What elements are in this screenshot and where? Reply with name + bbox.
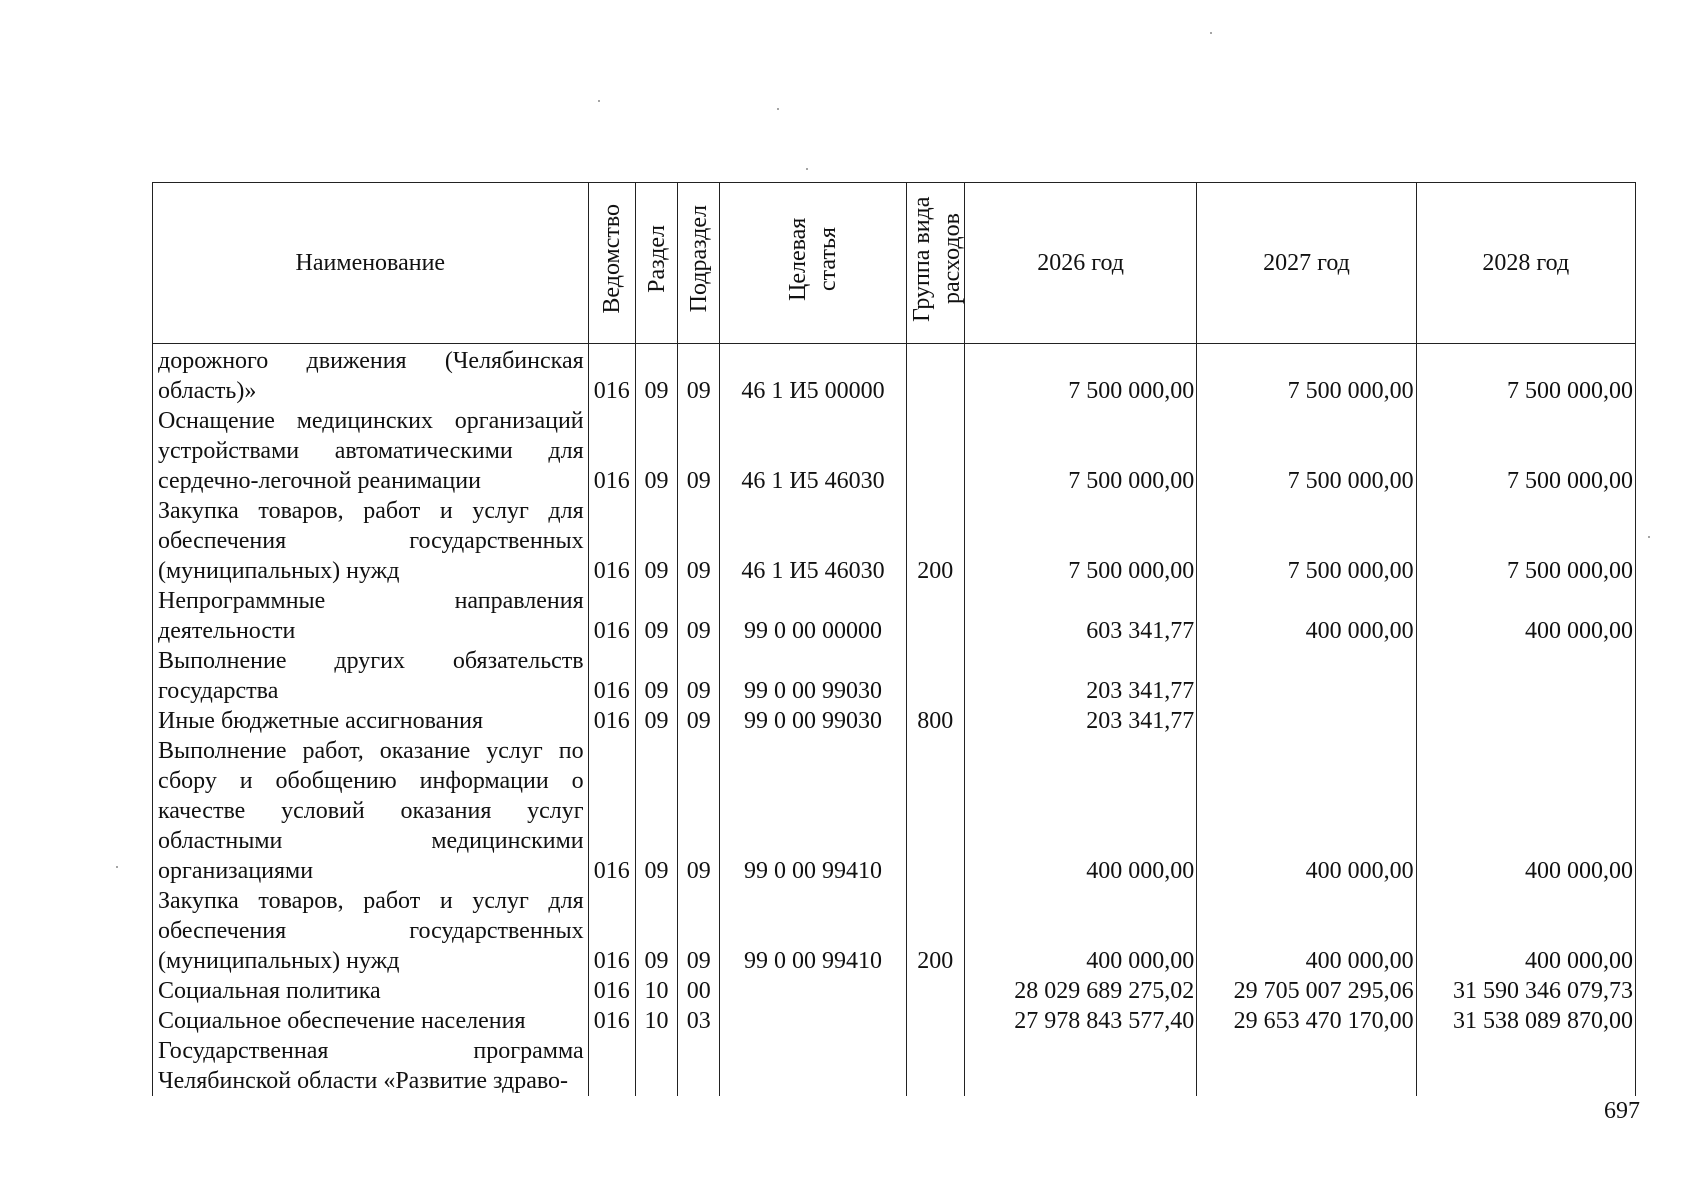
header-year-2027: 2027 год [1197, 183, 1416, 344]
cell-vedomstvo: 016 [588, 706, 635, 736]
cell-razdel: 09 [635, 344, 677, 407]
cell-razdel: 09 [635, 646, 677, 706]
table-row [153, 886, 1636, 976]
cell-gruppa [906, 1006, 964, 1036]
cell-year-2027: 7 500 000,00 [1197, 496, 1416, 586]
page-number: 697 [1604, 1098, 1640, 1124]
header-year-2026: 2026 год [964, 183, 1196, 344]
cell-year-2026: 203 341,77 [964, 706, 1196, 736]
cell-year-2028: 31 538 089 870,00 [1416, 1006, 1635, 1036]
cell-vedomstvo: 016 [588, 1006, 635, 1036]
cell-vedomstvo: 016 [588, 586, 635, 646]
cell-razdel: 09 [635, 886, 677, 976]
table-row [153, 406, 1636, 496]
table-row [153, 586, 1636, 646]
cell-vedomstvo: 016 [588, 646, 635, 706]
cell-podrazdel: 09 [678, 736, 720, 886]
header-razdel: Раздел [635, 183, 677, 344]
cell-gruppa [906, 646, 964, 706]
table-row [153, 344, 1636, 407]
scan-speck [116, 866, 118, 868]
cell-gruppa: 800 [906, 706, 964, 736]
table-header-row [153, 183, 1636, 344]
cell-tselevaya-statya [720, 1006, 906, 1036]
cell-year-2026: 603 341,77 [964, 586, 1196, 646]
cell-podrazdel: 09 [678, 886, 720, 976]
cell-year-2027 [1197, 706, 1416, 736]
cell-gruppa [906, 586, 964, 646]
cell-name: Непрограммные направления деятельности [153, 586, 589, 646]
cell-name: Социальное обеспечение населения [153, 1006, 589, 1036]
cell-tselevaya-statya: 99 0 00 99410 [720, 886, 906, 976]
table-row [153, 496, 1636, 586]
cell-year-2028 [1416, 1036, 1635, 1096]
cell-tselevaya-statya: 99 0 00 99030 [720, 706, 906, 736]
table-row [153, 706, 1636, 736]
cell-year-2026: 203 341,77 [964, 646, 1196, 706]
table-row [153, 1006, 1636, 1036]
cell-podrazdel: 03 [678, 1006, 720, 1036]
table-row [153, 646, 1636, 706]
cell-gruppa [906, 344, 964, 407]
cell-name: Оснащение медицинских организаций устройствами автоматическими для сердечно-легочной реанимации [153, 406, 589, 496]
cell-razdel: 09 [635, 496, 677, 586]
cell-name: Выполнение работ, оказание услуг по сбору и обобщению информации о качестве условий оказания услуг областными медицинскими организациями [153, 736, 589, 886]
cell-year-2027: 400 000,00 [1197, 886, 1416, 976]
cell-year-2026: 7 500 000,00 [964, 496, 1196, 586]
cell-year-2026: 7 500 000,00 [964, 344, 1196, 407]
cell-podrazdel: 09 [678, 706, 720, 736]
cell-year-2028: 7 500 000,00 [1416, 344, 1635, 407]
cell-podrazdel: 09 [678, 586, 720, 646]
header-year-2028: 2028 год [1416, 183, 1635, 344]
cell-tselevaya-statya: 46 1 И5 46030 [720, 406, 906, 496]
table-row [153, 736, 1636, 886]
cell-razdel [635, 1036, 677, 1096]
scan-speck [598, 100, 600, 102]
cell-year-2028: 7 500 000,00 [1416, 496, 1635, 586]
cell-year-2026: 7 500 000,00 [964, 406, 1196, 496]
cell-vedomstvo: 016 [588, 496, 635, 586]
cell-vedomstvo: 016 [588, 886, 635, 976]
cell-name: Выполнение других обязательств государства [153, 646, 589, 706]
cell-year-2026: 27 978 843 577,40 [964, 1006, 1196, 1036]
cell-gruppa [906, 736, 964, 886]
cell-tselevaya-statya: 99 0 00 00000 [720, 586, 906, 646]
cell-year-2027: 400 000,00 [1197, 586, 1416, 646]
cell-year-2026 [964, 1036, 1196, 1096]
cell-year-2027: 7 500 000,00 [1197, 344, 1416, 407]
cell-razdel: 09 [635, 736, 677, 886]
cell-podrazdel: 09 [678, 496, 720, 586]
budget-table [152, 182, 1636, 1096]
cell-gruppa: 200 [906, 496, 964, 586]
cell-name: Закупка товаров, работ и услуг для обеспечения государственных (муниципальных) нужд [153, 886, 589, 976]
cell-tselevaya-statya: 46 1 И5 46030 [720, 496, 906, 586]
cell-gruppa: 200 [906, 886, 964, 976]
cell-name: Государственная программа Челябинской области «Развитие здраво- [153, 1036, 589, 1096]
cell-podrazdel: 09 [678, 406, 720, 496]
scan-speck [1210, 32, 1212, 34]
scan-speck [1648, 536, 1650, 538]
cell-year-2027 [1197, 646, 1416, 706]
cell-podrazdel [678, 1036, 720, 1096]
scan-speck [777, 108, 779, 110]
cell-tselevaya-statya: 46 1 И5 00000 [720, 344, 906, 407]
cell-vedomstvo: 016 [588, 976, 635, 1006]
cell-tselevaya-statya: 99 0 00 99410 [720, 736, 906, 886]
cell-name: Иные бюджетные ассигнования [153, 706, 589, 736]
cell-razdel: 09 [635, 706, 677, 736]
cell-gruppa [906, 1036, 964, 1096]
cell-year-2028 [1416, 706, 1635, 736]
cell-gruppa [906, 976, 964, 1006]
cell-razdel: 10 [635, 976, 677, 1006]
cell-podrazdel: 09 [678, 646, 720, 706]
cell-name: дорожного движения (Челябинская область)» [153, 344, 589, 407]
cell-year-2027: 29 705 007 295,06 [1197, 976, 1416, 1006]
header-podrazdel: Подраздел [678, 183, 720, 344]
cell-year-2028: 400 000,00 [1416, 886, 1635, 976]
header-tselevaya-statya: Целевая статья [720, 183, 906, 344]
cell-name: Закупка товаров, работ и услуг для обеспечения государственных (муниципальных) нужд [153, 496, 589, 586]
cell-razdel: 10 [635, 1006, 677, 1036]
cell-year-2028 [1416, 646, 1635, 706]
cell-gruppa [906, 406, 964, 496]
cell-name: Социальная политика [153, 976, 589, 1006]
table-row [153, 976, 1636, 1006]
table-row [153, 1036, 1636, 1096]
cell-year-2027: 400 000,00 [1197, 736, 1416, 886]
cell-vedomstvo: 016 [588, 406, 635, 496]
cell-year-2028: 400 000,00 [1416, 586, 1635, 646]
cell-vedomstvo [588, 1036, 635, 1096]
header-gruppa-vida-rashodov: Группа вида расходов [906, 183, 964, 344]
cell-year-2026: 28 029 689 275,02 [964, 976, 1196, 1006]
cell-podrazdel: 09 [678, 344, 720, 407]
cell-year-2027 [1197, 1036, 1416, 1096]
scan-speck [806, 168, 808, 170]
cell-year-2026: 400 000,00 [964, 886, 1196, 976]
cell-razdel: 09 [635, 406, 677, 496]
table-body [153, 344, 1636, 1097]
cell-year-2028: 31 590 346 079,73 [1416, 976, 1635, 1006]
cell-razdel: 09 [635, 586, 677, 646]
cell-podrazdel: 00 [678, 976, 720, 1006]
cell-year-2027: 29 653 470 170,00 [1197, 1006, 1416, 1036]
cell-year-2026: 400 000,00 [964, 736, 1196, 886]
cell-vedomstvo: 016 [588, 344, 635, 407]
cell-tselevaya-statya: 99 0 00 99030 [720, 646, 906, 706]
cell-year-2027: 7 500 000,00 [1197, 406, 1416, 496]
cell-vedomstvo: 016 [588, 736, 635, 886]
cell-year-2028: 7 500 000,00 [1416, 406, 1635, 496]
cell-tselevaya-statya [720, 1036, 906, 1096]
cell-tselevaya-statya [720, 976, 906, 1006]
header-vedomstvo: Ведомство [588, 183, 635, 344]
header-name: Наименование [153, 183, 589, 344]
cell-year-2028: 400 000,00 [1416, 736, 1635, 886]
